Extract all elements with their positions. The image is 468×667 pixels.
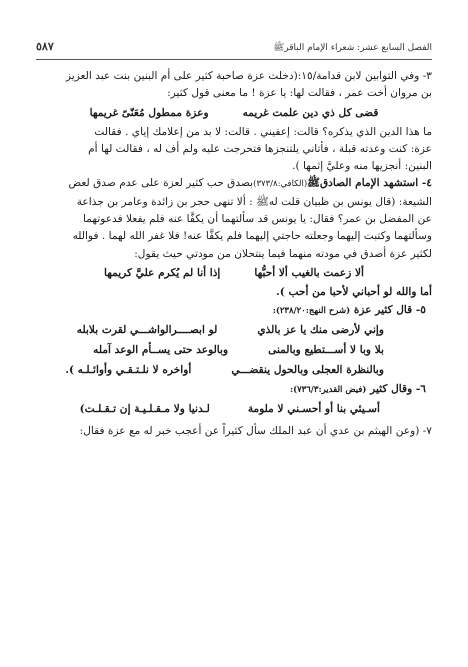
verse-hemistich: أسـيئي بنا أو أحسـني لا ملومة — [247, 403, 380, 416]
section-heading — [36, 301, 432, 320]
verse-hemistich: إذا أنا لم يُكرم عليَّ كريمها — [104, 266, 221, 279]
section-heading — [36, 380, 432, 399]
verse-couplet — [36, 320, 432, 340]
verse-hemistich: وعزة ممطول مُعَنّىً غريمها — [89, 106, 209, 119]
verse-hemistich: لـدنيا ولا مـقـلـيـة إن تـقـلـت) — [79, 403, 210, 416]
paragraph-line: لكثير عزة أصدق في مودته منهما فيما ينتحلان من مودتي حيث يقول: — [134, 247, 432, 260]
paragraph-line: ٧- (وعن الهيثم بن عدي أن عبد الملك سأل كثيراً عن أعجب خبر له مع عزة فقال: — [79, 425, 432, 438]
paragraph-line: البنين: أنجزيها منه وعليَّ إثمها ). — [292, 160, 432, 173]
section-lead: ٤- استشهد الإمام الصادقﷺ — [307, 177, 432, 190]
verse-hemistich: ألا زعمت بالغيب ألا أحبُّها — [254, 266, 364, 279]
paragraph-line: ٣- وفي التوابين لابن قدامة/١٥:(دخلت عزة صاحبة كثير على أم البنين بنت عبد العزيز — [65, 70, 432, 82]
paragraph-line: عن المفضل بن عمر؟ فقال: يا يونس قد سألتهما أن يكفَّا عنه فلم يفعلا فدعوتهما — [83, 213, 432, 226]
page-body — [36, 68, 432, 441]
inline-text: بصدق حب كثير لعزة على عدم صدق لعض — [68, 177, 254, 190]
verse-couplet — [36, 263, 432, 284]
paragraph-line: الشيعة: (قال يونس بن ظبيان قلت لهﷺ : ألا تنهى حجر بن زائدة وعامر بن جذاعة — [76, 195, 432, 208]
verse-hemistich: قضى كل ذي دين علمت غريمه — [242, 106, 379, 119]
paragraph-line: أما والله لو أحباني لأحبا من أحب ). — [276, 285, 432, 298]
paragraph-line: وسألتهما وكتبت إليهما وجعلته حاجتي إليهما فلم يكفَّا عنه! فلا غفر الله لهما . فوالله — [72, 230, 432, 243]
paragraph-line: ما هذا الدين الذي يذكره؟ قالت: إعفيني . قالت: لا بد من إعلامك إياي . فقالت — [94, 125, 432, 138]
source-citation: (شرح النهج:٢٣٨/٢٠): — [272, 306, 351, 317]
verse-couplet — [36, 340, 432, 360]
running-title: الفصل السابع عشر: شعراء الإمام الباقرﷺ — [273, 43, 432, 53]
paragraph-line: بن مروان أخت عمر ، فقالت لها: يا عزة ! ما معنى قول كثير: — [167, 87, 432, 100]
header-divider — [36, 59, 432, 60]
verse-hemistich: وبالوعد حتى يســأم الوعد آمله — [93, 344, 229, 357]
verse-couplet — [36, 399, 432, 419]
verse-hemistich: أواخره لا نلـتـقـي وأوائـلـه ). — [65, 364, 192, 377]
section-lead: ٦- وقال كثير — [370, 383, 426, 396]
verse-couplet — [36, 103, 432, 124]
paragraph-line: عزة: كنت وعدته قبلة ، فأتاني يلتنجزها فتحرجت عليه ولم أف له ، فقالت لها أم — [88, 142, 432, 155]
verse-hemistich: بلا وبا لا أســـتطيع وبالمنى — [268, 344, 384, 357]
paragraph-line — [36, 175, 432, 193]
verse-hemistich: لو ابصــــرالواشـــي لقرت بلابله — [76, 324, 218, 337]
page-header — [36, 40, 432, 58]
verse-hemistich: وبالنظرة العجلى وبالحول ينقضـــي — [231, 364, 384, 377]
source-citation: (الكافي:٣٧٣/٨) — [253, 179, 308, 190]
verse-couplet — [36, 360, 432, 380]
source-citation: (فيض القدير:٧٣٦/٣): — [289, 385, 367, 396]
page-number: ٥٨٧ — [36, 40, 54, 53]
section-lead: ٥- قال كثير عزة — [353, 304, 426, 317]
verse-hemistich: وإني لأرضى منك يا عز بالذي — [257, 324, 384, 337]
